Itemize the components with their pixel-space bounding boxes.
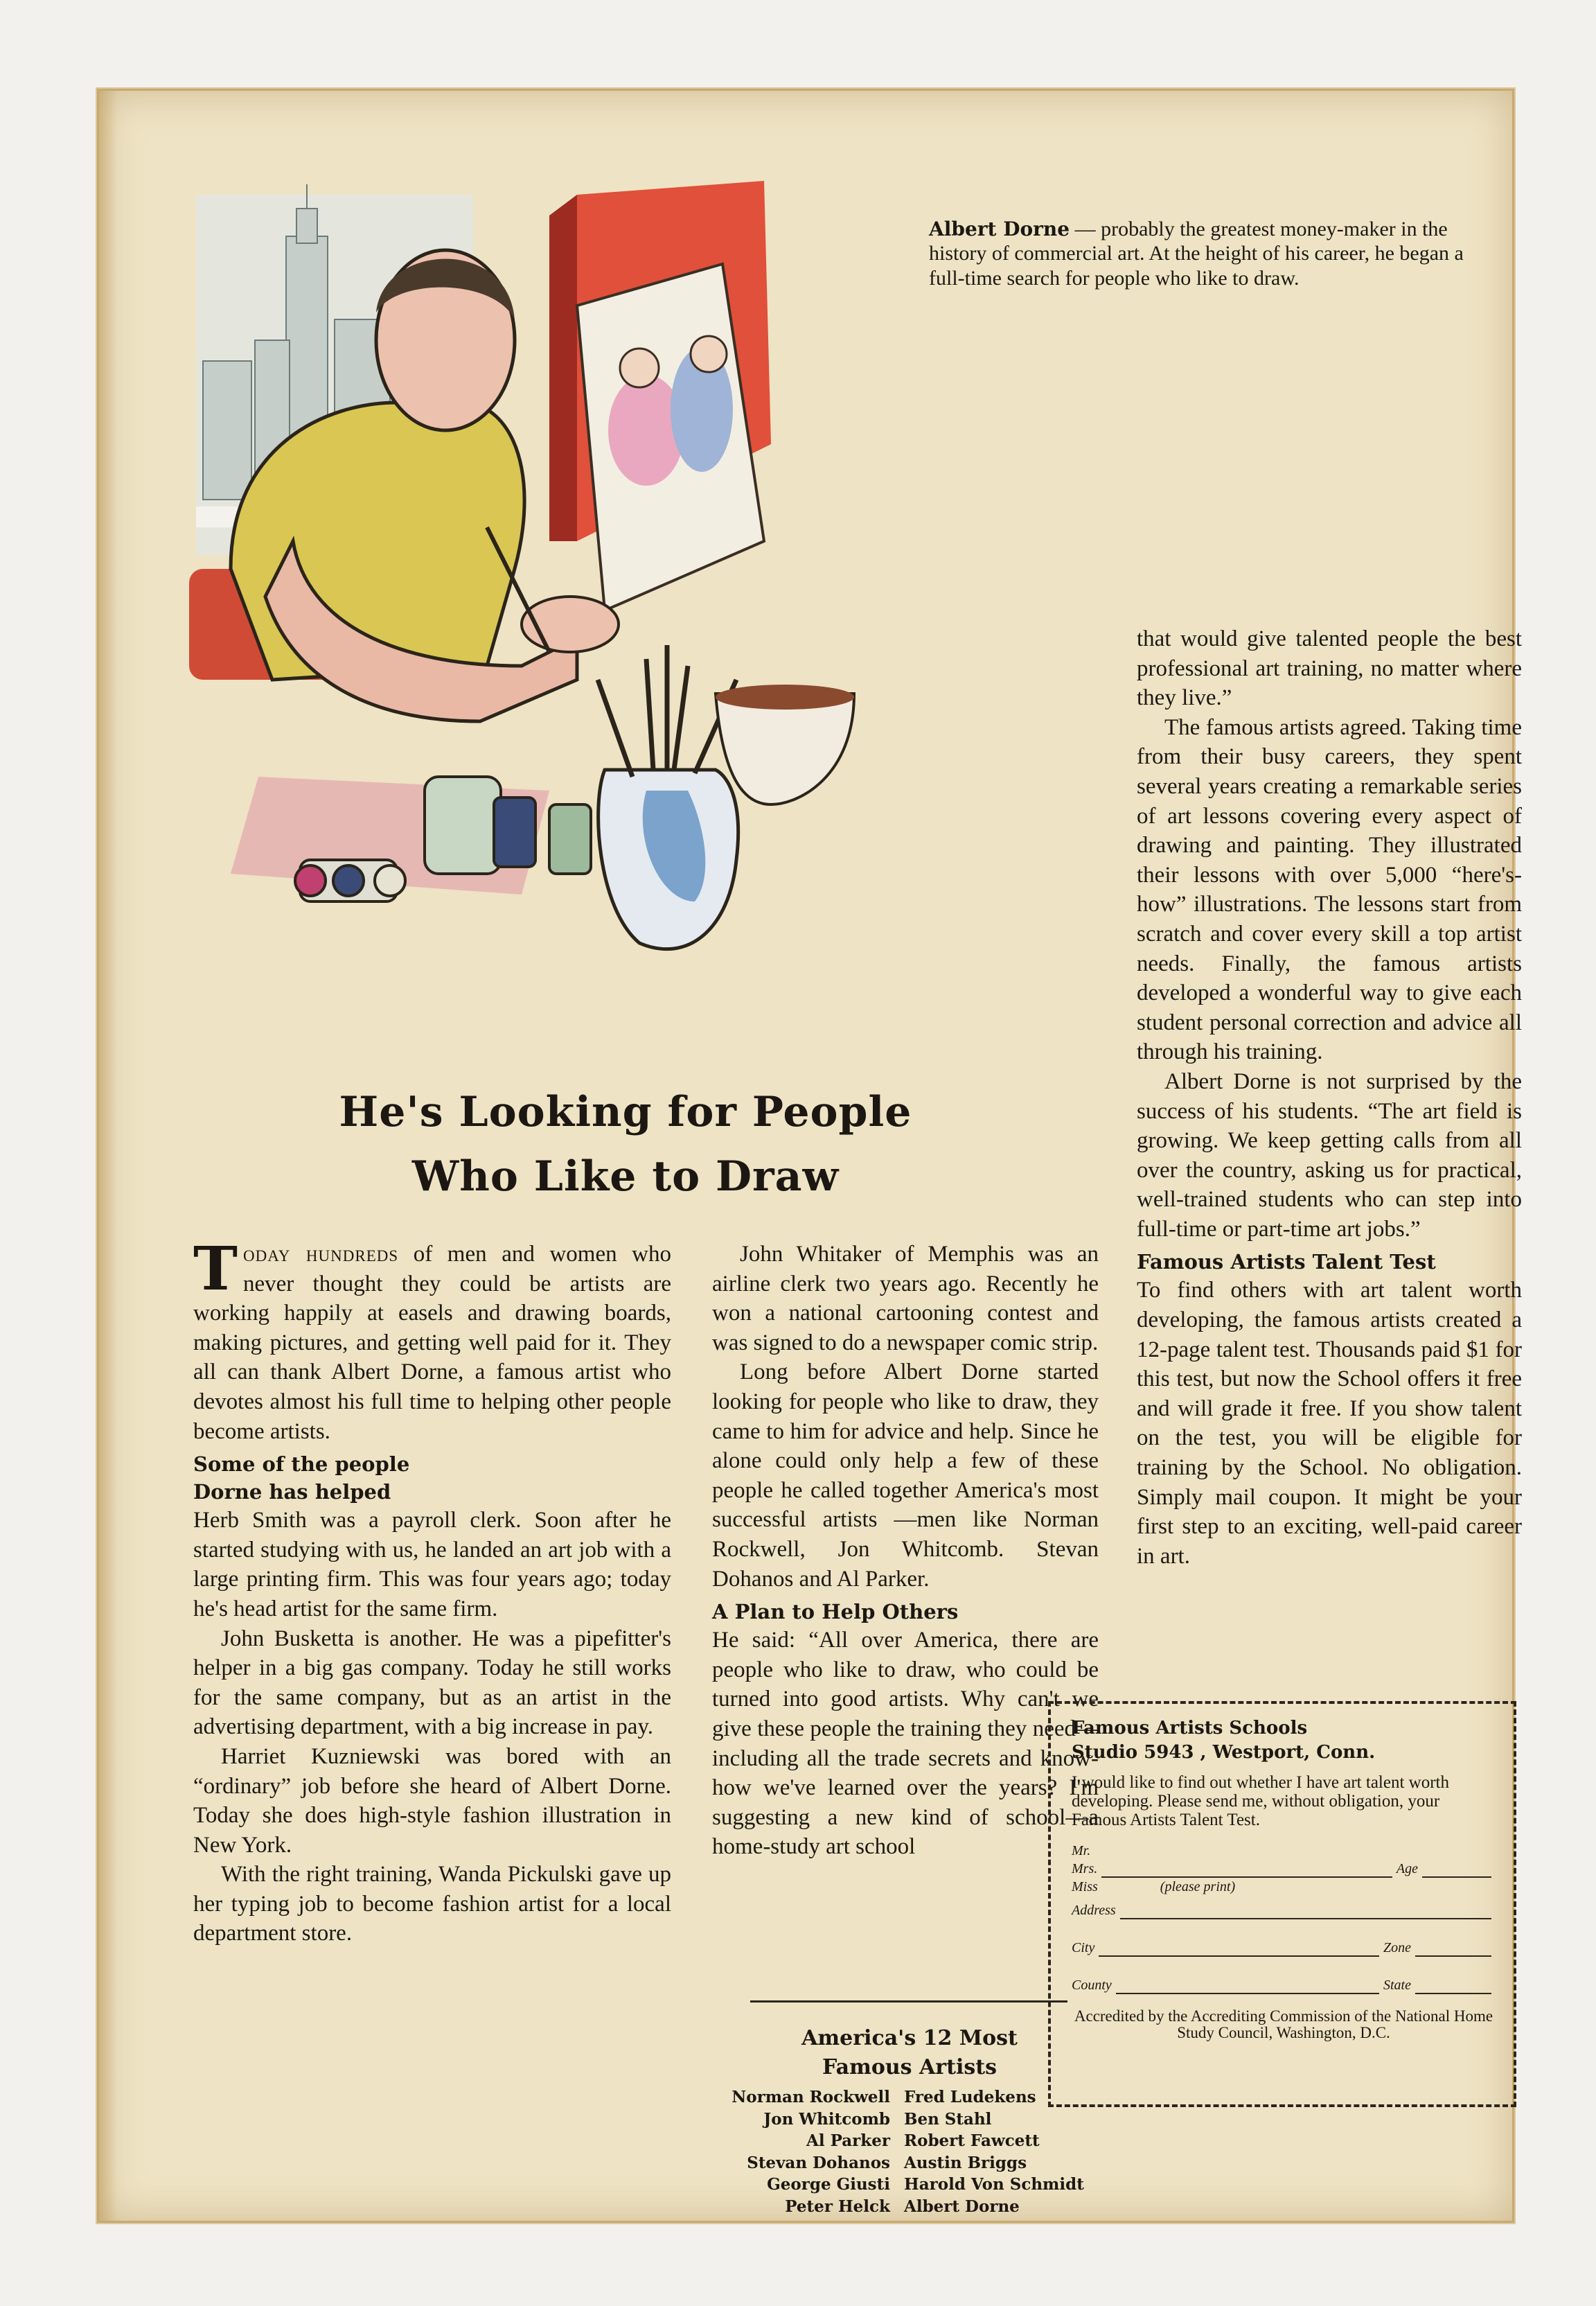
mr-label: Mr. xyxy=(1072,1843,1091,1858)
intro-paragraph xyxy=(193,1234,672,1446)
artists-title-line-1: America's 12 Most xyxy=(801,2026,1018,2050)
artist-name: Robert Fawcett xyxy=(904,2131,1040,2150)
state-line[interactable] xyxy=(1415,1979,1491,1994)
column-2 xyxy=(712,1240,1099,1862)
artists-title-line-2: Famous Artists xyxy=(822,2055,997,2079)
caption-text: — probably the greatest money-maker in the history of commercial art. At the height of his career, he began a full-time search for people who like to draw. xyxy=(929,218,1464,290)
coupon-form xyxy=(1072,1842,1496,1994)
artist-name: Harold Von Schmidt xyxy=(904,2175,1084,2194)
mail-coupon[interactable] xyxy=(1048,1701,1516,2107)
subheading-people-helped xyxy=(193,1450,671,1506)
name-field[interactable] xyxy=(1072,1860,1496,1878)
headline-line-2: Who Like to Draw xyxy=(411,1152,840,1201)
paragraph-that-would-give: that would give talented people the best professional art training, no matter where they live.” xyxy=(1137,626,1522,711)
please-print-label: (please print) xyxy=(1160,1879,1236,1894)
address-label: Address xyxy=(1072,1903,1116,1918)
artist-row xyxy=(700,2130,1123,2152)
county-label: County xyxy=(1072,1978,1112,1993)
zone-line[interactable] xyxy=(1415,1942,1491,1957)
subheading-line-2: Dorne has helped xyxy=(193,1480,391,1504)
artist-row xyxy=(700,2109,1123,2131)
artist-row xyxy=(700,2174,1123,2196)
coupon-studio-address: Studio 5943 , Westport, Conn. xyxy=(1072,1742,1376,1763)
state-label: State xyxy=(1383,1978,1411,1993)
artist-at-easel-drawing xyxy=(189,181,1062,1047)
age-line[interactable] xyxy=(1422,1863,1491,1878)
headline xyxy=(203,1080,1048,1209)
artist-name: Al Parker xyxy=(806,2131,890,2150)
artist-name: Ben Stahl xyxy=(904,2109,992,2129)
artist-name: Fred Ludekens xyxy=(904,2088,1036,2106)
divider-rule xyxy=(750,2000,1067,2003)
headline-line-1: He's Looking for People xyxy=(339,1088,912,1136)
intro-smallcaps: oday hundreds xyxy=(243,1242,399,1267)
paragraph-talent-test: To find others with art talent worth developing, the famous artists created a 12-page talent test. Thousands paid $1 for this test, but now the School offers it free and will grade it free. If you show talent on the test, you will be eligible for training by the School. No obligation. Simply mail coupon. It might be your first step to an exciting, well-paid career in art. xyxy=(1137,1278,1522,1569)
address-field[interactable] xyxy=(1072,1901,1496,1919)
artist-row xyxy=(700,2196,1123,2218)
albert-dorne-illustration xyxy=(189,181,1062,1047)
zone-label: Zone xyxy=(1383,1940,1411,1955)
column-3 xyxy=(1137,624,1522,1571)
subheading-plan: A Plan to Help Others xyxy=(712,1600,959,1624)
artist-name: Austin Briggs xyxy=(904,2153,1027,2172)
intro-text: of men and women who never thought they could be artists are working happily at easels and drawing boards, making pictures, and getting well paid for it. They all can thank Albert Dorne, a famous artist who devotes almost his full time to helping other people become artists. xyxy=(193,1242,672,1444)
artist-row xyxy=(700,2152,1123,2174)
artist-name: Norman Rockwell xyxy=(732,2088,890,2106)
drop-cap: T xyxy=(193,1234,238,1304)
artist-name: George Giusti xyxy=(767,2175,890,2194)
paragraph-john-busketta: John Busketta is another. He was a pipefitter's helper in a big gas company. Today he still works for the same company, but as an artist in the advertising department, with a big increase in pay. xyxy=(193,1626,671,1740)
accreditation-note: Accredited by the Accrediting Commission of the National Home Study Council, Washington, D.C. xyxy=(1074,2007,1493,2041)
paragraph-john-whitaker: John Whitaker of Memphis was an airline clerk two years ago. Recently he won a national cartooning contest and was signed to do a newspaper comic strip. xyxy=(712,1242,1099,1355)
coupon-request-text: I would like to find out whether I have art talent worth developing. Please send me, without obligation, your Famous Artists Talent Test. xyxy=(1072,1773,1449,1829)
illustration-caption xyxy=(929,217,1483,290)
coupon-school-name: Famous Artists Schools xyxy=(1072,1718,1308,1739)
city-line[interactable] xyxy=(1099,1942,1379,1957)
magazine-page xyxy=(97,89,1522,2223)
paragraph-famous-artists-agreed: The famous artists agreed. Taking time from their busy careers, they spent several years creating a remarkable series of art lessons covering every aspect of drawing and painting. They illustrated their lessons with over 5,000 “here's-how” illustrations. The lessons start from scratch and cover every skill a top artist needs. Finally, the famous artists developed a wonderful way to give each student personal correction and advice all through his training. xyxy=(1137,714,1522,1065)
mrs-label: Mrs. xyxy=(1072,1861,1098,1876)
age-label: Age xyxy=(1396,1861,1418,1876)
artist-name: Stevan Dohanos xyxy=(747,2153,890,2172)
artist-name: Albert Dorne xyxy=(904,2197,1020,2216)
address-line[interactable] xyxy=(1120,1904,1491,1919)
artist-name: Jon Whitcomb xyxy=(763,2109,890,2129)
subheading-line-1: Some of the people xyxy=(193,1452,410,1477)
paragraph-not-surprised: Albert Dorne is not surprised by the success of his students. “The art field is growing. We keep getting calls from all over the country, asking us for practical, well-trained students who can step into full-time or part-time art jobs.” xyxy=(1137,1068,1522,1242)
miss-label: Miss xyxy=(1072,1879,1098,1894)
artist-name: Peter Helck xyxy=(785,2197,890,2216)
paragraph-harriet-kuzniewski: Harriet Kuzniewski was bored with an “ordinary” job before she heard of Albert Dorne. Today she does high-style fashion illustration in New York. xyxy=(193,1743,671,1858)
city-label: City xyxy=(1072,1940,1095,1955)
paragraph-he-said: He said: “All over America, there are people who like to draw, who could be turned into good artists. Why can't we give these people the training they need—including all the trade secrets and know-how we've learned over the years? I'm suggesting a new kind of school—a home-study art school xyxy=(712,1628,1099,1860)
subheading-talent-test: Famous Artists Talent Test xyxy=(1137,1250,1436,1274)
column-1 xyxy=(193,1234,672,1948)
paragraph-wanda-pickulski: With the right training, Wanda Pickulski gave up her typing job to become fashion artist for a local department store. xyxy=(193,1862,671,1946)
paragraph-herb-smith: Herb Smith was a payroll clerk. Soon after he started studying with us, he landed an art job with a large printing firm. This was four years ago; today he's head artist for the same firm. xyxy=(193,1508,671,1621)
county-line[interactable] xyxy=(1116,1979,1379,1994)
miss-row xyxy=(1072,1878,1496,1896)
caption-name: Albert Dorne xyxy=(929,218,1070,240)
name-line[interactable] xyxy=(1101,1863,1392,1878)
paragraph-long-before: Long before Albert Dorne started looking for people who like to draw, they came to him for advice and help. Since he alone could only help a few of these people he called together America's most successful artists —men like Norman Rockwell, Jon Whitcomb. Stevan Dohanos and Al Parker. xyxy=(712,1359,1099,1592)
county-state-field[interactable] xyxy=(1072,1976,1496,1994)
city-zone-field[interactable] xyxy=(1072,1939,1496,1957)
